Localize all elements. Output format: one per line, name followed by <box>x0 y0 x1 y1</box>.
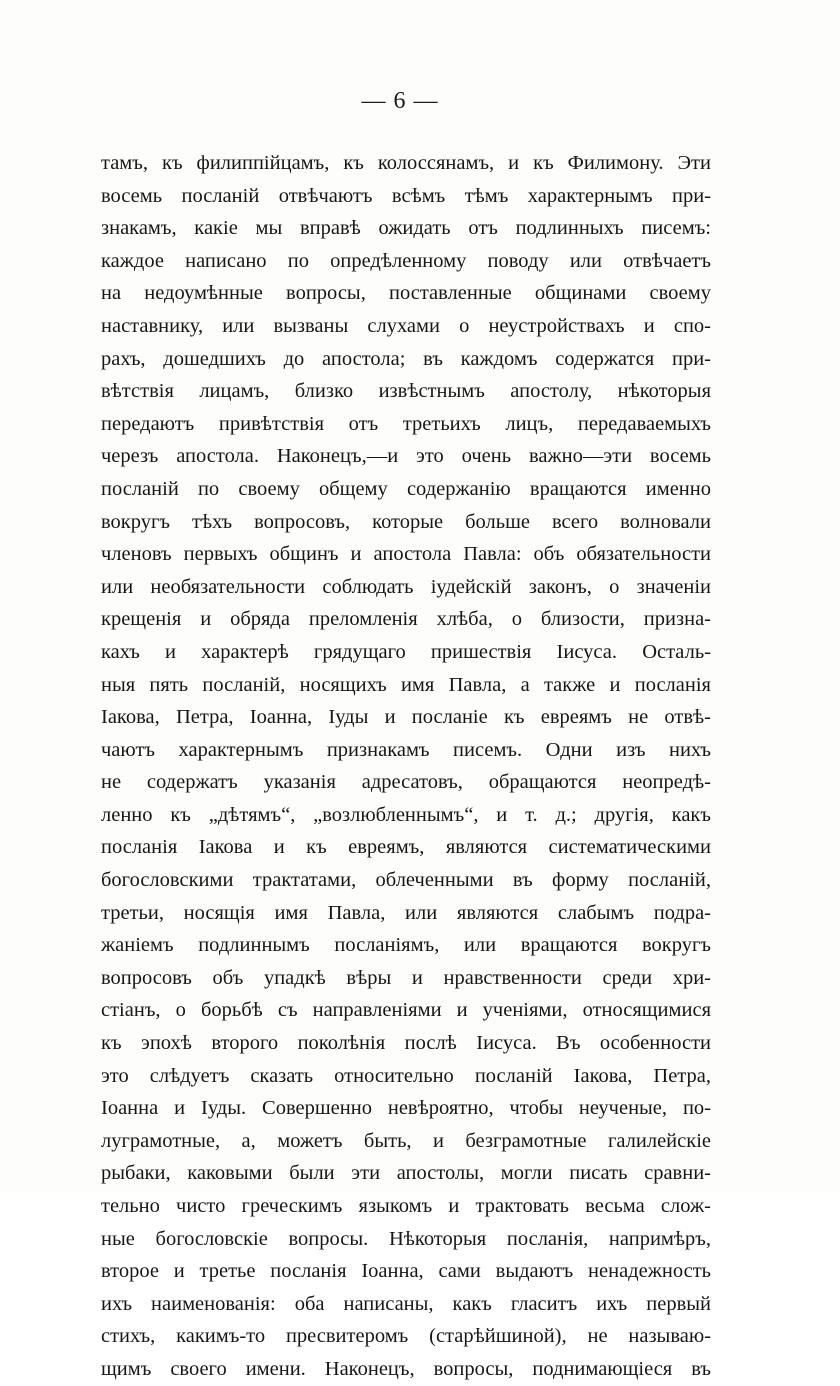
text-line: на недоумѣнные вопросы, поставленные общинами своему <box>101 282 711 305</box>
text-line: черезъ апостола. Наконецъ,—и это очень важно—эти восемь <box>101 445 711 468</box>
text-line: богословскими трактатами, облеченными въ форму посланій, <box>101 869 711 892</box>
text-line: къ эпохѣ второго поколѣнія послѣ Іисуса. Въ особенности <box>101 1032 711 1055</box>
text-line: ленно къ „дѣтямъ“, „возлюбленнымъ“, и т. д.; другія, какъ <box>101 803 711 826</box>
text-line: Іоанна и Іуды. Совершенно невѣроятно, чтобы неученые, по- <box>101 1097 711 1120</box>
text-line: жаніемъ подлиннымъ посланіямъ, или вращаются вокругъ <box>101 934 711 957</box>
text-line: чаютъ характернымъ признакамъ писемъ. Одни изъ нихъ <box>101 738 711 761</box>
text-line: стіанъ, о борьбѣ съ направленіями и ученіями, относящимися <box>101 999 711 1022</box>
text-line: Іакова, Петра, Іоанна, Іуды и посланіе къ евреямъ не отвѣ- <box>101 706 711 729</box>
text-line: рахъ, дошедшихъ до апостола; въ каждомъ содержатся при- <box>101 347 711 370</box>
text-line: наставнику, или вызваны слухами о неустройствахъ и спо- <box>101 314 711 337</box>
text-line: щимъ своего имени. Наконецъ, вопросы, поднимающіеся въ <box>101 1357 711 1380</box>
text-line: тамъ, къ филиппійцамъ, къ колоссянамъ, и къ Филимону. Эти <box>101 152 711 174</box>
text-line: тельно чисто греческимъ языкомъ и трактовать весьма слож- <box>101 1195 711 1217</box>
text-line: передаютъ привѣтствія отъ третьихъ лицъ, передаваемыхъ <box>101 412 711 435</box>
text-line: ные богословскіе вопросы. Нѣкоторыя посланія, напримѣръ, <box>101 1227 711 1250</box>
text-line: не содержатъ указанія адресатовъ, обращаются неопредѣ- <box>101 771 711 794</box>
text-line: или необязательности соблюдать іудейскій законъ, о значеніи <box>101 575 711 598</box>
text-line: посланія Іакова и къ евреямъ, являются систематическими <box>101 836 711 859</box>
text-line: крещенія и обряда преломленія хлѣба, о близости, призна- <box>101 608 711 631</box>
text-line: второе и третье посланія Іоанна, сами выдаютъ ненадежность <box>101 1260 711 1283</box>
text-line: знакамъ, какіе мы вправѣ ожидать отъ подлинныхъ писемъ: <box>101 217 711 240</box>
text-line: членовъ первыхъ общинъ и апостола Павла: объ обязательности <box>101 543 711 566</box>
text-line: посланій по своему общему содержанію вращаются именно <box>101 477 711 500</box>
text-line: кахъ и характерѣ грядущаго пришествія Іисуса. Осталь- <box>101 640 711 663</box>
text-line: стихъ, какимъ-то пресвитеромъ (старѣйшиной), не называю- <box>101 1325 711 1348</box>
page-number: — 6 — <box>361 88 439 114</box>
text-line: восемь посланій отвѣчаютъ всѣмъ тѣмъ характернымъ при- <box>101 184 711 207</box>
body-text <box>101 147 711 1386</box>
text-line: ихъ наименованія: оба написаны, какъ гласитъ ихъ первый <box>101 1292 711 1315</box>
text-line: ныя пять посланій, носящихъ имя Павла, а также и посланія <box>101 673 711 696</box>
text-line: луграмотные, а, можетъ быть, и безграмотные галилейскіе <box>101 1129 711 1152</box>
text-line: вокругъ тѣхъ вопросовъ, которые больше всего волновали <box>101 510 711 533</box>
text-line: это слѣдуетъ сказать относительно посланій Іакова, Петра, <box>101 1064 711 1087</box>
text-line: рыбаки, каковыми были эти апостолы, могли писать сравни- <box>101 1162 711 1185</box>
text-line: каждое написано по опредѣленному поводу или отвѣчаетъ <box>101 249 711 272</box>
text-line: вѣтствія лицамъ, близко извѣстнымъ апостолу, нѣкоторыя <box>101 380 711 403</box>
text-line: вопросовъ объ упадкѣ вѣры и нравственности среди хри- <box>101 966 711 989</box>
text-line: третьи, носящія имя Павла, или являются слабымъ подра- <box>101 901 711 924</box>
